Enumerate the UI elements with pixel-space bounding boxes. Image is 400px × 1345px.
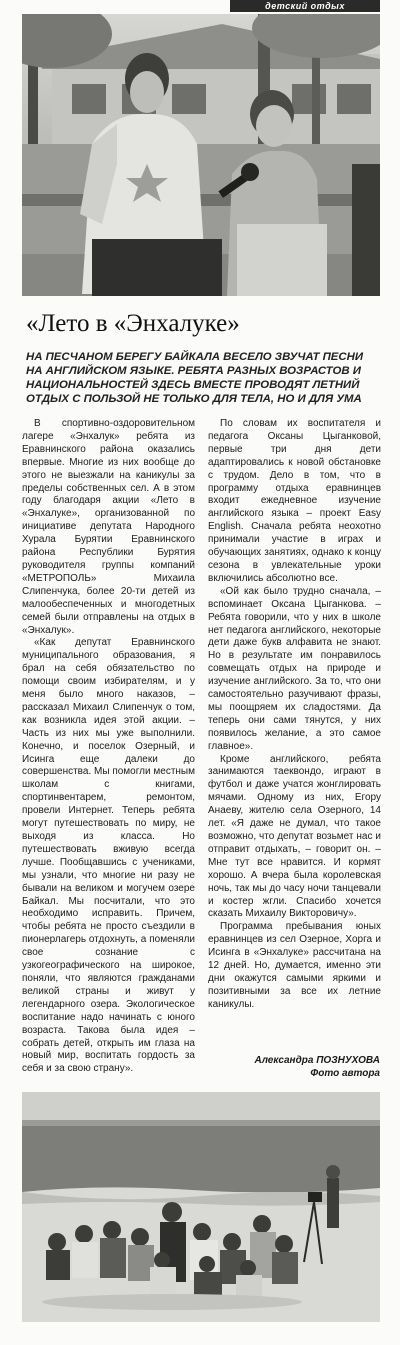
beach-photo-illustration [22,1092,380,1322]
paragraph: Программа пребывания юных еравнинцев из сел Озерное, Хорга и Исинга в «Энхалуке» рассчитана на 12 дней. Но, думается, именно эти дни окажутся самыми яркими и позитивными за все их летние каникулы. [208,921,381,1010]
article-column-left [22,418,195,1076]
paragraph: В спортивно-оздоровительном лагере «Энхалук» ребята из Еравнинского района оказались впервые. Многие из них вообще до этого не выезжали на каникулы за пределы собственных сел. А в этом году благодаря акции «Лето в «Энхалуке», организованной по инициативе депутата Народного Хурала Бурятии Еравнинского района Республики Бурятия руководителя группы компаний «МЕТРОПОЛЬ» Михаила Слипенчука, более 20-ти детей из малообеспеченных и многодетных семей были отправлены на отдых в «Энхалук». [22,418,195,636]
author-name: Александра ПОЗНУХОВА [254,1055,380,1066]
interview-photo [22,14,380,296]
byline [208,1054,380,1080]
interview-photo-illustration [22,14,380,296]
paragraph: «Как депутат Еравнинского муниципального образования, я брал на себя обязательство по помощи своим избирателям, и у меня было много наказов, – рассказал Михаил Слипенчук о том, как возникла идея этой акции. – Часть из них мы уже выполнили. Конечно, и поселок Озерный, и Исинга еще далеки до совершенства. Мы помогли местным школам с книгами, спортинвентарем, ремонтом, провели Интернет. Теперь ребята могут путешествовать по миру, не выходя из класса. Но путешествовать вживую всегда лучше. Пообщавшись с учениками, мы узнали, что многие ни разу не бывали на великом и могучем озере Байкал. Мы посчитали, что это необходимо исправить. Причем, чтобы ребята не просто съездили в пионерлагерь отдохнуть, а поменяли свое сознание с узкогеографического на широкое, поняли, что являются гражданами великой страны и живут у легендарного озера. Экологическое воспитание надо начинать с юного возраста. Такова была идея – собрать детей, открыть им глаза на новый мир, воспитать гордость за себя и за свою страну». [22,637,195,1075]
newspaper-page [22,0,380,1345]
section-label: детский отдых [230,0,380,12]
photo-credit: Фото автора [310,1068,380,1079]
paragraph: «Ой как было трудно сначала, – вспоминает Оксана Цыганкова. – Ребята говорили, что у них в школе нет педагога английского, некоторые дети даже букв алфавита не знают. Но в результате им понравилось совмещать отдых на природе и изучение английского. За то, что они самостоятельно разучивают фразы, мы поощряем их сладостями. Да теперь они сами тянутся, у них появилось желание, а это самое главное». [208,585,381,752]
paragraph: Кроме английского, ребята занимаются таеквондо, играют в футбол и даже учатся жонглировать мячами. Одному из них, Егору Анаеву, жителю села Озерного, 14 лет. «Я даже не думал, что такое возможно, что депутат возьмет нас и отправит отдыхать, – говорит он. – Мне тут все нравится. И кормят хорошо. А вчера была королевская ночь, так мы до часу ночи танцевали и костер жгли. Спасибо хочется сказать Михаилу Викторовичу». [208,753,381,920]
beach-photo [22,1092,380,1322]
article-column-right [208,418,381,1012]
paragraph: По словам их воспитателя и педагога Оксаны Цыганковой, первые три дня дети адаптировались к новой обстановке с трудом. Дело в том, что в программу отдыха еравнинцев входит ежедневное изучение английского языка – проект Easy English. Сначала ребята неохотно принимали участие в играх и обучающих занятиях, однако к концу сезона в увлекательные уроки включились абсолютно все. [208,418,381,584]
article-lead: НА ПЕСЧАНОМ БЕРЕГУ БАЙКАЛА ВЕСЕЛО ЗВУЧАТ ПЕСНИ НА АНГЛИЙСКОМ ЯЗЫКЕ. РЕБЯТА РАЗНЫХ ВОЗРАСТОВ И НАЦИОНАЛЬНОСТЕЙ ЗДЕСЬ ВМЕСТЕ ПРОВОДЯТ ЛЕТНИЙ ОТДЫХ С ПОЛЬЗОЙ НЕ ТОЛЬКО ДЛЯ ТЕЛА, НО И ДЛЯ УМА [26,351,364,405]
article-headline: «Лето в «Энхалуке» [26,310,240,337]
